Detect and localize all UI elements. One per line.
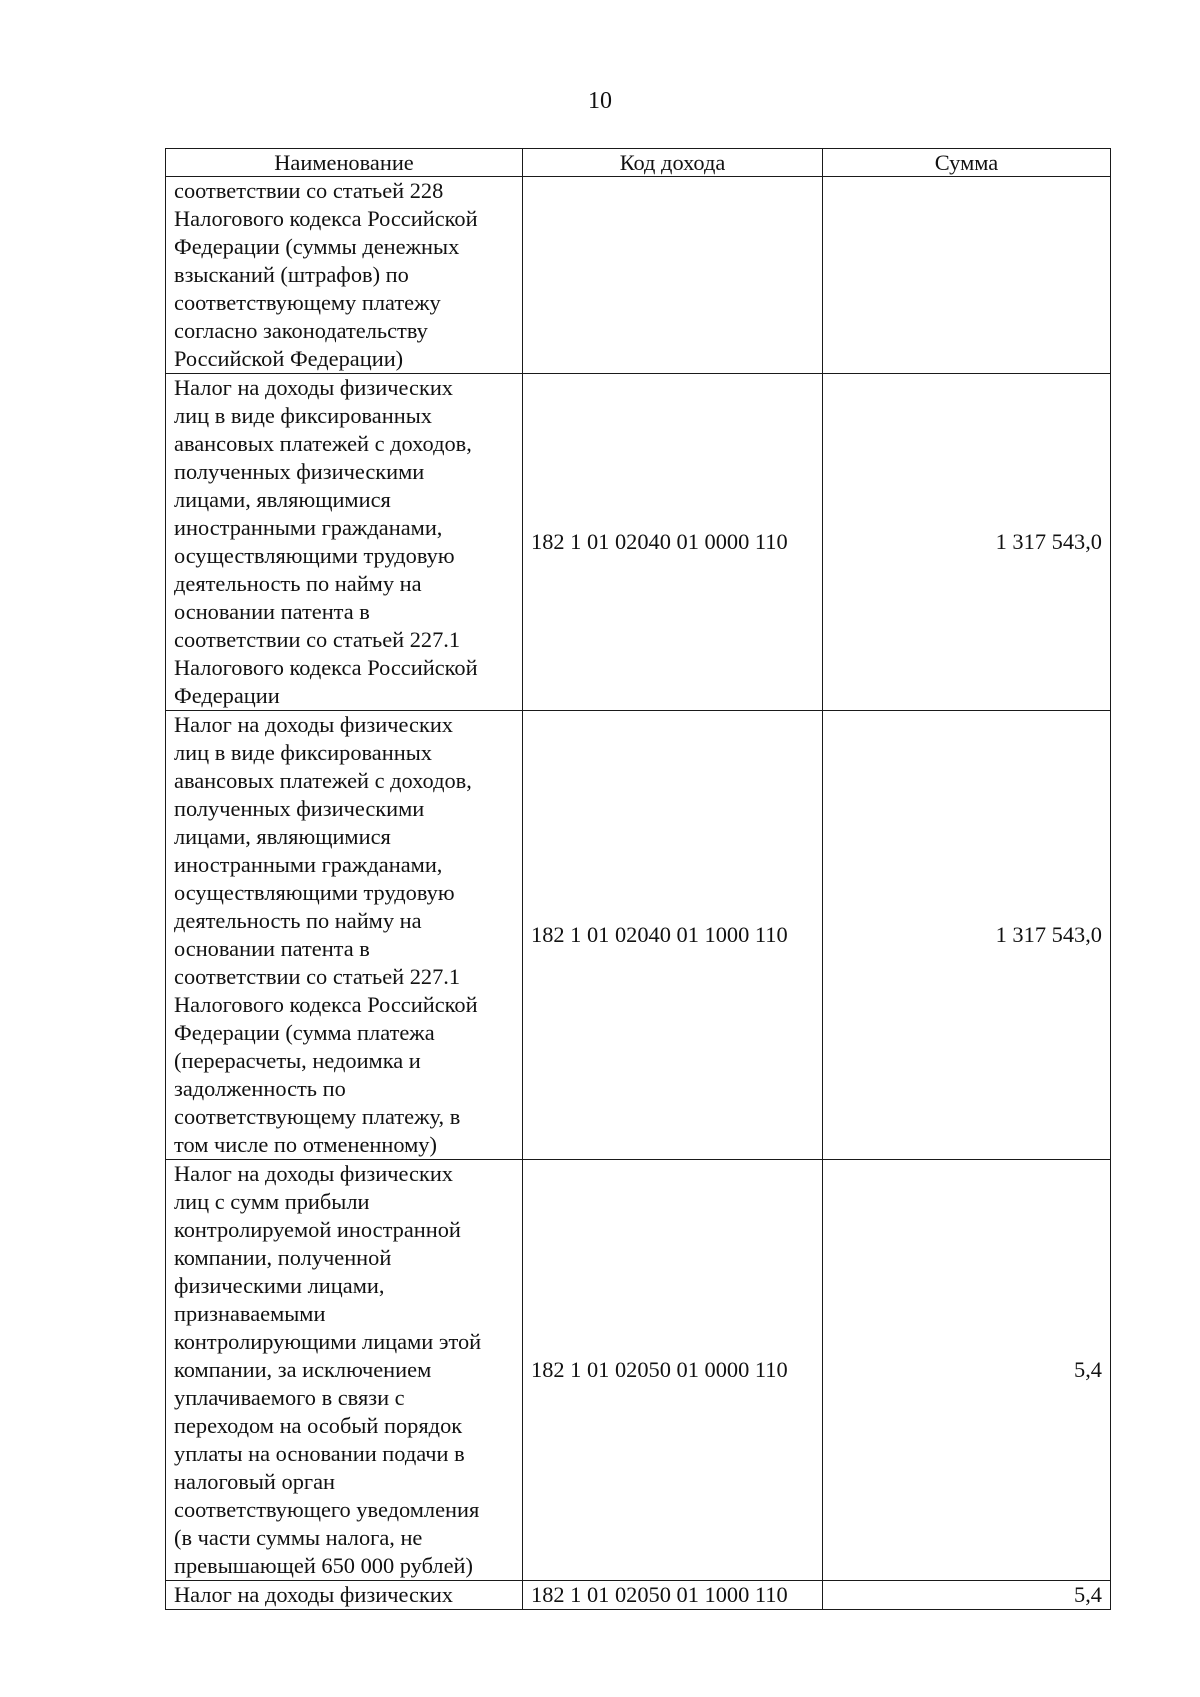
table-row [166,177,1111,374]
row-name: Налог на доходы физических лиц в виде фиксированных авансовых платежей с доходов, полученных физическими лицами, являющимися иностранными гражданами, осуществляющими трудовую деятельность по найму на основании патента в соответствии со статьей 227.1 Налогового кодекса Российской Федерации [166,374,523,711]
row-code: 182 1 01 02040 01 1000 110 [523,711,823,1160]
table-row [166,711,1111,1160]
income-table [165,148,1111,1610]
header-code: Код дохода [523,149,823,177]
row-code: 182 1 01 02040 01 0000 110 [523,374,823,711]
header-sum: Сумма [823,149,1111,177]
row-sum: 5,4 [823,1581,1111,1610]
header-name: Наименование [166,149,523,177]
row-name: Налог на доходы физических лиц в виде фиксированных авансовых платежей с доходов, полученных физическими лицами, являющимися иностранными гражданами, осуществляющими трудовую деятельность по найму на основании патента в соответствии со статьей 227.1 Налогового кодекса Российской Федерации (сумма платежа (перерасчеты, недоимка и задолженность по соответствующему платежу, в том числе по отмененному) [166,711,523,1160]
row-code: 182 1 01 02050 01 1000 110 [523,1581,823,1610]
table-row [166,374,1111,711]
row-name: Налог на доходы физических [166,1581,523,1610]
row-sum [823,177,1111,374]
row-name: Налог на доходы физических лиц с сумм прибыли контролируемой иностранной компании, полученной физическими лицами, признаваемыми контролирующими лицами этой компании, за исключением уплачиваемого в связи с переходом на особый порядок уплаты на основании подачи в налоговый орган соответствующего уведомления (в части суммы налога, не превышающей 650 000 рублей) [166,1160,523,1581]
row-code [523,177,823,374]
table-row [166,1581,1111,1610]
table-row [166,1160,1111,1581]
row-name: соответствии со статьей 228 Налогового кодекса Российской Федерации (суммы денежных взысканий (штрафов) по соответствующему платежу согласно законодательству Российской Федерации) [166,177,523,374]
page-number: 10 [588,88,612,114]
row-sum: 1 317 543,0 [823,374,1111,711]
table-header-row [166,149,1111,177]
row-code: 182 1 01 02050 01 0000 110 [523,1160,823,1581]
row-sum: 1 317 543,0 [823,711,1111,1160]
row-sum: 5,4 [823,1160,1111,1581]
